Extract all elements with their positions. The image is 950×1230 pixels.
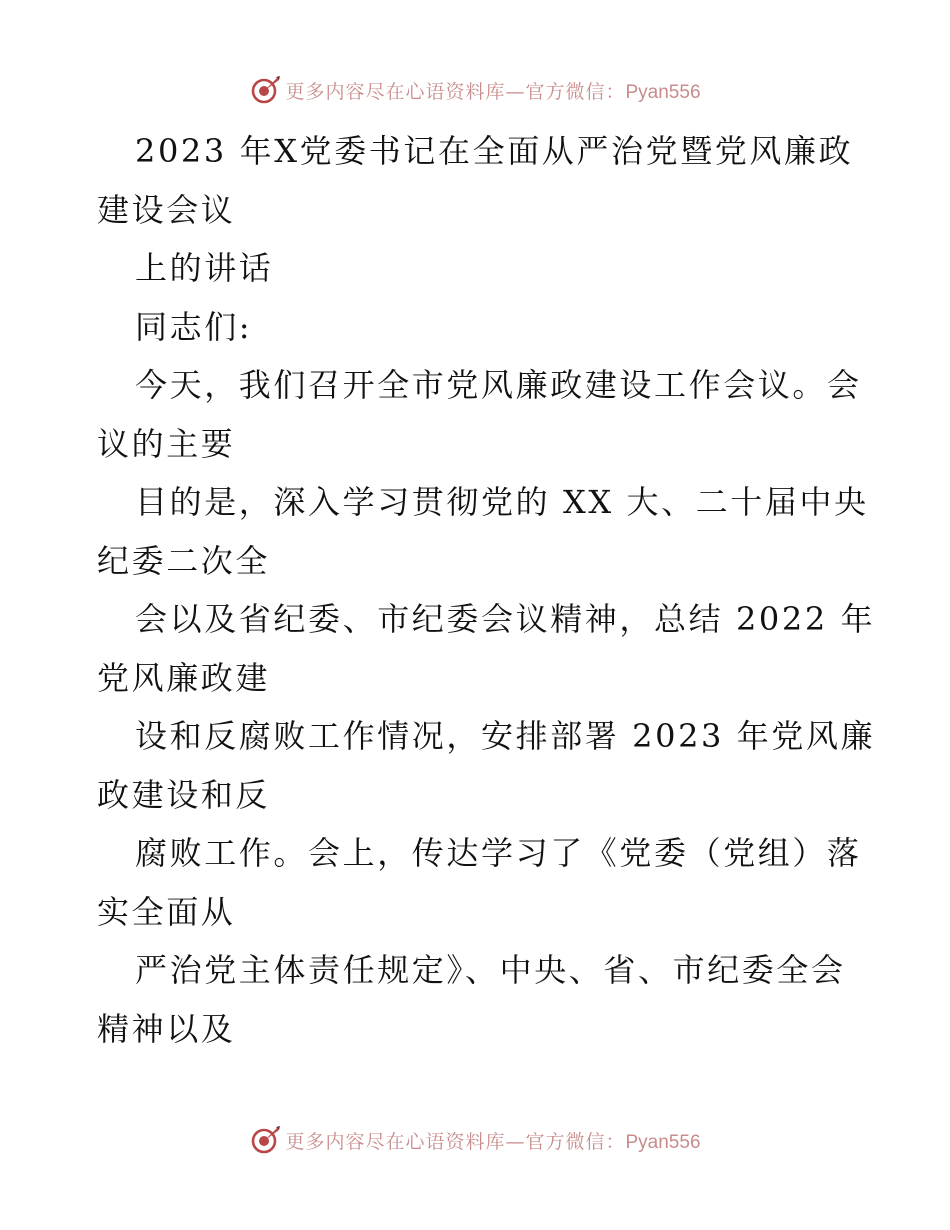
watermark-text: 更多内容尽在心语资料库—官方微信： (285, 1130, 626, 1153)
doc-paragraph-line: 政建设和反 (97, 775, 271, 814)
doc-paragraph-line: 实全面从 (97, 892, 236, 931)
quill-pen-circle-logo-icon (249, 1124, 281, 1156)
document-body (97, 122, 876, 1058)
doc-paragraph-line: 设和反腐败工作情况，安排部署 2023 年党风廉 (135, 717, 876, 755)
doc-paragraph-line: 议的主要 (97, 424, 236, 463)
watermark-text: 更多内容尽在心语资料库—官方微信： (285, 80, 626, 103)
doc-paragraph-line: 精神以及 (97, 1009, 236, 1048)
wechat-id: Pyan556 (625, 1131, 701, 1153)
doc-salutation: 同志们: (135, 307, 253, 346)
doc-title-line-1: 2023 年X党委书记在全面从严治党暨党风廉政 (135, 132, 854, 170)
wechat-id: Pyan556 (625, 81, 701, 103)
doc-paragraph-line: 严治党主体责任规定》、中央、省、市纪委全会 (135, 951, 846, 989)
doc-paragraph-line: 腐败工作。会上，传达学习了《党委（党组）落 (135, 834, 862, 872)
doc-paragraph-line: 纪委二次全 (97, 541, 271, 580)
doc-paragraph-line: 今天，我们召开全市党风廉政建设工作会议。会 (135, 366, 862, 404)
doc-title-line-3: 上的讲话 (135, 249, 274, 287)
header-watermark (0, 70, 950, 110)
doc-paragraph-line: 目的是，深入学习贯彻党的 XX 大、二十届中央 (135, 483, 869, 521)
doc-paragraph-line: 党风廉政建 (97, 658, 271, 697)
footer-watermark (0, 1120, 950, 1160)
quill-pen-circle-logo-icon (249, 74, 281, 106)
doc-title-line-2: 建设会议 (97, 190, 236, 229)
doc-paragraph-line: 会以及省纪委、市纪委会议精神，总结 2022 年 (135, 600, 876, 638)
